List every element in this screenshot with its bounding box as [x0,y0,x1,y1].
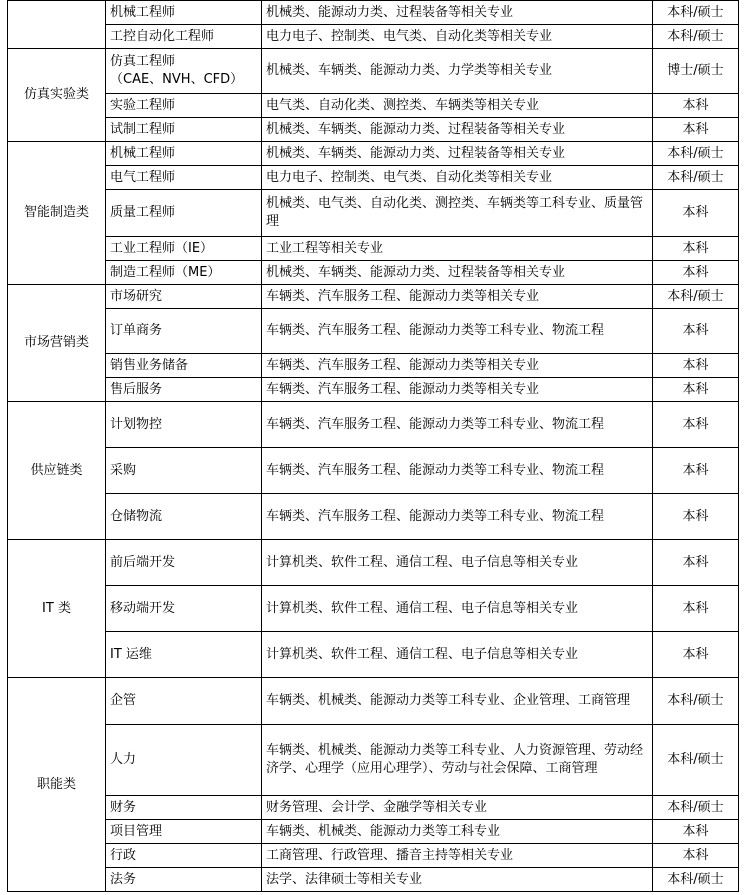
degree-cell: 博士/硕士 [653,49,739,94]
table-row [8,142,739,166]
table-row [8,237,739,261]
table-row [8,1,739,25]
table-body [8,1,739,892]
category-cell: 职能类 [8,678,106,892]
table-row [8,94,739,118]
degree-cell: 本科/硕士 [653,796,739,820]
majors-cell: 机械类、车辆类、能源动力类、力学类等相关专业 [262,49,653,94]
category-cell: IT 类 [8,540,106,678]
majors-cell: 法学、法律硕士等相关专业 [262,868,653,892]
majors-cell: 计算机类、软件工程、通信工程、电子信息等相关专业 [262,586,653,632]
majors-cell: 机械类、电气类、自动化类、测控类、车辆类等工科专业、质量管理 [262,190,653,237]
majors-cell: 工商管理、行政管理、播音主持等相关专业 [262,844,653,868]
majors-cell: 计算机类、软件工程、通信工程、电子信息等相关专业 [262,540,653,586]
table-row [8,378,739,402]
table-row [8,494,739,540]
majors-cell: 电力电子、控制类、电气类、自动化类等相关专业 [262,25,653,49]
position-cell: 试制工程师 [106,118,262,142]
table-row [8,25,739,49]
degree-cell: 本科 [653,309,739,354]
table-row [8,309,739,354]
degree-cell: 本科/硕士 [653,868,739,892]
table-row [8,540,739,586]
degree-cell: 本科 [653,94,739,118]
degree-cell: 本科/硕士 [653,142,739,166]
majors-cell: 电气类、自动化类、测控类、车辆类等相关专业 [262,94,653,118]
position-cell: 移动端开发 [106,586,262,632]
majors-cell: 车辆类、汽车服务工程、能源动力类等相关专业 [262,285,653,309]
position-cell: 前后端开发 [106,540,262,586]
table-row [8,118,739,142]
degree-cell: 本科 [653,354,739,378]
degree-cell: 本科 [653,820,739,844]
table-row [8,49,739,94]
position-cell: 市场研究 [106,285,262,309]
table-row [8,354,739,378]
majors-cell: 车辆类、汽车服务工程、能源动力类等工科专业、物流工程 [262,402,653,448]
category-cell: 仿真实验类 [8,49,106,142]
position-cell: 仓储物流 [106,494,262,540]
table-row [8,285,739,309]
degree-cell: 本科 [653,118,739,142]
majors-cell: 机械类、车辆类、能源动力类、过程装备等相关专业 [262,118,653,142]
table-row [8,868,739,892]
position-cell: 计划物控 [106,402,262,448]
table-row [8,820,739,844]
position-cell: 财务 [106,796,262,820]
table-row [8,586,739,632]
position-cell: 实验工程师 [106,94,262,118]
category-cell: 供应链类 [8,402,106,540]
position-cell: 订单商务 [106,309,262,354]
degree-cell: 本科 [653,402,739,448]
category-cell: 市场营销类 [8,285,106,402]
recruitment-table [7,0,739,892]
table-row [8,725,739,796]
majors-cell: 车辆类、机械类、能源动力类等工科专业、人力资源管理、劳动经济学、心理学（应用心理学）、劳动与社会保障、工商管理 [262,725,653,796]
position-cell: 采购 [106,448,262,494]
degree-cell: 本科 [653,190,739,237]
degree-cell: 本科 [653,586,739,632]
majors-cell: 车辆类、机械类、能源动力类等工科专业、企业管理、工商管理 [262,678,653,725]
position-cell: 行政 [106,844,262,868]
degree-cell: 本科 [653,632,739,678]
degree-cell: 本科 [653,378,739,402]
category-cell [8,1,106,49]
position-cell: 企管 [106,678,262,725]
position-cell: 机械工程师 [106,1,262,25]
position-cell: IT 运维 [106,632,262,678]
degree-cell: 本科/硕士 [653,25,739,49]
degree-cell: 本科/硕士 [653,725,739,796]
majors-cell: 工业工程等相关专业 [262,237,653,261]
table-row [8,844,739,868]
degree-cell: 本科 [653,844,739,868]
majors-cell: 车辆类、汽车服务工程、能源动力类等工科专业、物流工程 [262,448,653,494]
degree-cell: 本科/硕士 [653,1,739,25]
degree-cell: 本科/硕士 [653,678,739,725]
majors-cell: 车辆类、汽车服务工程、能源动力类等相关专业 [262,354,653,378]
table-row [8,166,739,190]
position-cell: 销售业务储备 [106,354,262,378]
position-cell: 人力 [106,725,262,796]
degree-cell: 本科 [653,261,739,285]
position-cell: 工控自动化工程师 [106,25,262,49]
degree-cell: 本科/硕士 [653,166,739,190]
majors-cell: 车辆类、机械类、能源动力类等工科专业 [262,820,653,844]
table-row [8,678,739,725]
table-row [8,261,739,285]
table-row [8,448,739,494]
majors-cell: 机械类、能源动力类、过程装备等相关专业 [262,1,653,25]
degree-cell: 本科/硕士 [653,285,739,309]
table-row [8,632,739,678]
majors-cell: 计算机类、软件工程、通信工程、电子信息等相关专业 [262,632,653,678]
degree-cell: 本科 [653,237,739,261]
table-row [8,190,739,237]
majors-cell: 机械类、车辆类、能源动力类、过程装备等相关专业 [262,261,653,285]
position-cell: 仿真工程师 （CAE、NVH、CFD） [106,49,262,94]
table-row [8,402,739,448]
degree-cell: 本科 [653,494,739,540]
position-cell: 法务 [106,868,262,892]
table-row [8,796,739,820]
position-cell: 项目管理 [106,820,262,844]
position-cell: 制造工程师（ME） [106,261,262,285]
majors-cell: 财务管理、会计学、金融学等相关专业 [262,796,653,820]
majors-cell: 车辆类、汽车服务工程、能源动力类等相关专业 [262,378,653,402]
majors-cell: 机械类、车辆类、能源动力类、过程装备等相关专业 [262,142,653,166]
category-cell: 智能制造类 [8,142,106,285]
position-cell: 机械工程师 [106,142,262,166]
position-cell: 电气工程师 [106,166,262,190]
degree-cell: 本科 [653,540,739,586]
position-cell: 质量工程师 [106,190,262,237]
majors-cell: 车辆类、汽车服务工程、能源动力类等工科专业、物流工程 [262,494,653,540]
degree-cell: 本科 [653,448,739,494]
majors-cell: 电力电子、控制类、电气类、自动化类等相关专业 [262,166,653,190]
majors-cell: 车辆类、汽车服务工程、能源动力类等工科专业、物流工程 [262,309,653,354]
position-cell: 售后服务 [106,378,262,402]
position-cell: 工业工程师（IE） [106,237,262,261]
